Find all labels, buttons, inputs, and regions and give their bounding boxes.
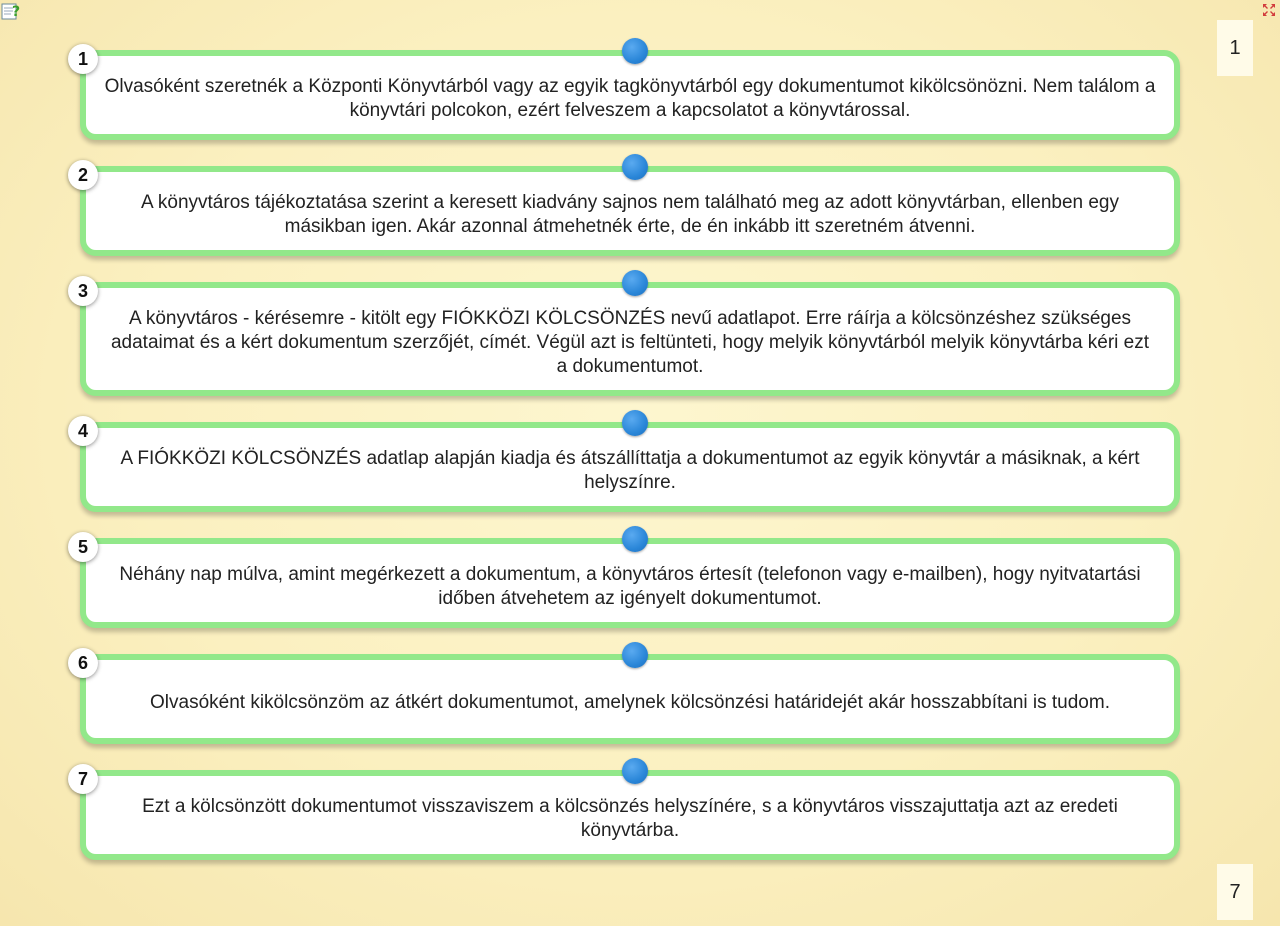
step-card-3[interactable] — [77, 280, 1180, 396]
step-card-2[interactable] — [77, 164, 1180, 256]
svg-text:?: ? — [12, 4, 21, 20]
step-text: Néhány nap múlva, amint megérkezett a dokumentum, a könyvtáros értesít (telefonon vagy e-mailben), hogy nyitvatartási időben átvehetem az igényelt dokumentumot. — [119, 564, 1141, 609]
drag-handle-dot[interactable] — [622, 410, 648, 436]
drag-handle-dot[interactable] — [622, 758, 648, 784]
page-indicator-top: 1 — [1217, 20, 1253, 76]
fullscreen-icon[interactable] — [1262, 3, 1276, 17]
step-card-6[interactable] — [77, 652, 1180, 744]
help-icon[interactable] — [1, 1, 21, 21]
step-number-badge: 5 — [68, 532, 98, 562]
drag-handle-dot[interactable] — [622, 38, 648, 64]
step-number-badge: 6 — [68, 648, 98, 678]
step-text: A könyvtáros tájékoztatása szerint a keresett kiadvány sajnos nem található meg az adott könyvtárban, ellenben egy másikban igen. Akár azonnal átmehetnék érte, de én inkább itt szeretném átvenni. — [140, 192, 1119, 237]
step-number-badge: 2 — [68, 160, 98, 190]
page-indicator-bottom: 7 — [1217, 864, 1253, 920]
step-card-1[interactable] — [77, 48, 1180, 140]
step-card-7[interactable] — [77, 768, 1180, 860]
drag-handle-dot[interactable] — [622, 270, 648, 296]
step-number-badge: 4 — [68, 416, 98, 446]
step-text: Olvasóként kikölcsönzöm az átkért dokumentumot, amelynek kölcsönzési határidejét akár hosszabbítani is tudom. — [150, 692, 1110, 713]
step-number-badge: 7 — [68, 764, 98, 794]
step-text: A könyvtáros - kérésemre - kitölt egy FIÓKKÖZI KÖLCSÖNZÉS nevű adatlapot. Erre ráírja a kölcsönzéshez szükséges adataimat és a kért dokumentum szerzőjét, címét. Végül azt is feltünteti, hogy melyik könyvtárból melyik könyvtárba kéri ezt a dokumentumot. — [110, 308, 1150, 377]
drag-handle-dot[interactable] — [622, 642, 648, 668]
drag-handle-dot[interactable] — [622, 526, 648, 552]
step-text: Ezt a kölcsönzött dokumentumot visszaviszem a kölcsönzés helyszínére, s a könyvtáros visszajuttatja azt az eredeti könyvtárba. — [142, 796, 1118, 841]
step-card-5[interactable] — [77, 536, 1180, 628]
step-card-4[interactable] — [77, 420, 1180, 512]
step-number-badge: 1 — [68, 44, 98, 74]
step-text: Olvasóként szeretnék a Központi Könyvtárból vagy az egyik tagkönyvtárból egy dokumentumot kikölcsönözni. Nem találom a könyvtári polcokon, ezért felveszem a kapcsolatot a könyvtárossal. — [104, 76, 1156, 121]
drag-handle-dot[interactable] — [622, 154, 648, 180]
step-number-badge: 3 — [68, 276, 98, 306]
step-text: A FIÓKKÖZI KÖLCSÖNZÉS adatlap alapján kiadja és átszállíttatja a dokumentumot az egyik könyvtár a másiknak, a kért helyszínre. — [120, 448, 1140, 493]
